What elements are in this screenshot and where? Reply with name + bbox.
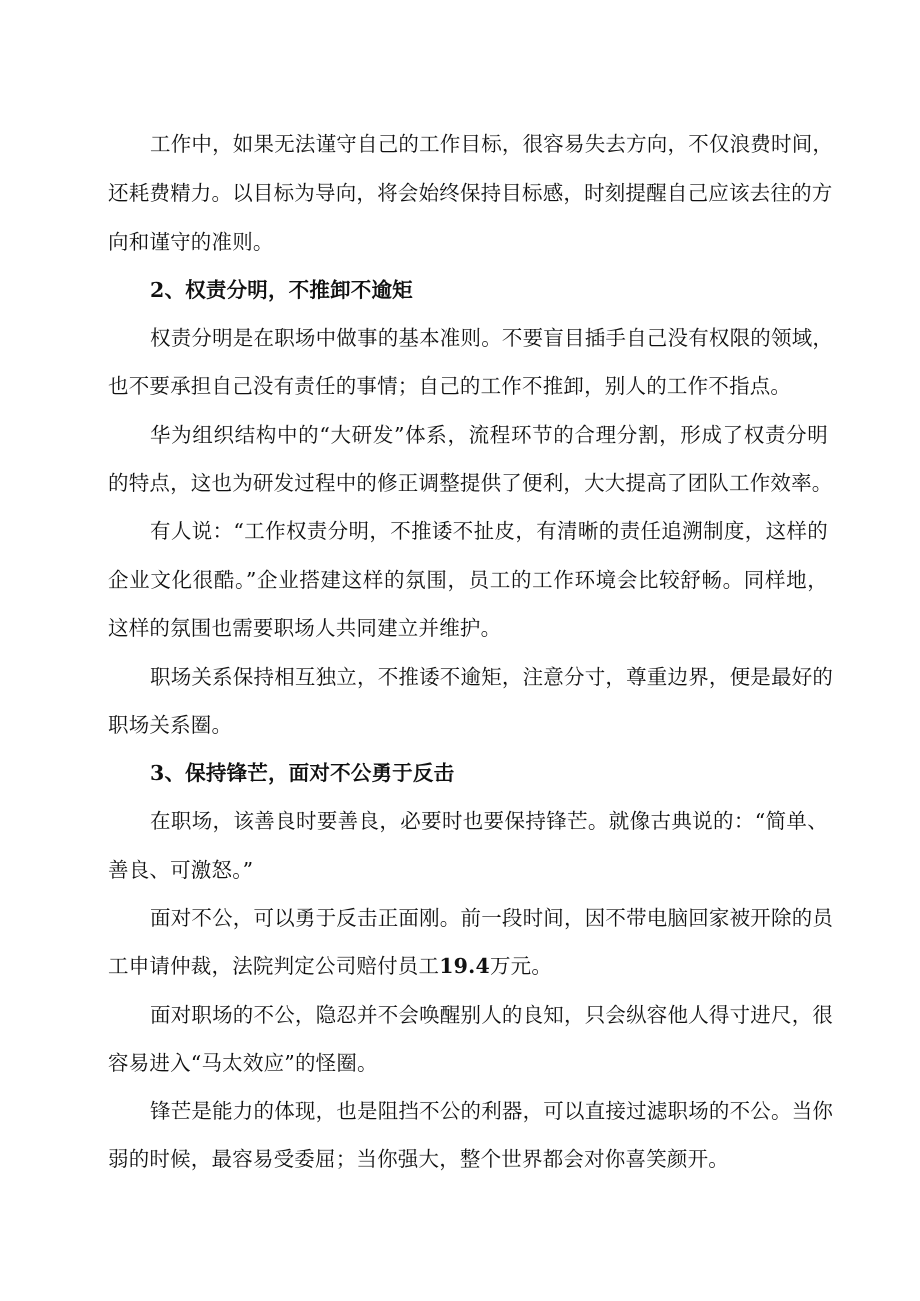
section-heading-3: 3、保持锋芒，面对不公勇于反击: [150, 761, 455, 785]
paragraph-8-line-1: 面对职场的不公，隐忍并不会唤醒别人的良知，只会纵容他人得寸进尺，很: [150, 1003, 834, 1027]
paragraph-4-line-3: 这样的氛围也需要职场人共同建立并维护。: [108, 616, 502, 640]
paragraph-8-line-2: 容易进入“马太效应”的怪圈。: [108, 1051, 378, 1075]
paragraph-1-line-2: 还耗费精力。以目标为导向，将会始终保持目标感，时刻提醒自己应该去往的方: [108, 181, 833, 205]
paragraph-7-line-2-text-a: 工申请仲裁，法院判定公司赔付员工: [108, 954, 440, 978]
paragraph-6-line-1: 在职场，该善良时要善良，必要时也要保持锋芒。就像古典说的：“简单、: [150, 809, 828, 833]
paragraph-7-line-2: [108, 952, 552, 980]
paragraph-3-line-1: 华为组织结构中的“大研发”体系，流程环节的合理分割，形成了权责分明: [150, 423, 828, 447]
paragraph-4-line-1: 有人说：“工作权责分明，不推诿不扯皮，有清晰的责任追溯制度，这样的: [150, 519, 828, 543]
paragraph-5-line-1: 职场关系保持相互独立，不推诿不逾矩，注意分寸，尊重边界，便是最好的: [150, 665, 834, 689]
paragraph-1-line-1: 工作中，如果无法谨守自己的工作目标，很容易失去方向，不仅浪费时间，: [150, 132, 834, 156]
paragraph-4-line-2: 企业文化很酷。”企业搭建这样的氛围，员工的工作环境会比较舒畅。同样地，: [108, 568, 828, 592]
paragraph-2-line-1: 权责分明是在职场中做事的基本准则。不要盲目插手自己没有权限的领域，: [150, 326, 834, 350]
paragraph-5-line-2: 职场关系圈。: [108, 713, 233, 737]
paragraph-7-line-2-text-b: 万元。: [489, 954, 553, 978]
section-heading-2: 2、权责分明，不推卸不逾矩: [150, 278, 413, 302]
paragraph-6-line-2: 善良、可激怒。”: [108, 858, 254, 882]
paragraph-1-line-3: 向和谨守的准则。: [108, 230, 274, 254]
paragraph-7-line-1: 面对不公，可以勇于反击正面刚。前一段时间，因不带电脑回家被开除的员: [150, 906, 834, 930]
paragraph-3-line-2: 的特点，这也为研发过程中的修正调整提供了便利，大大提高了团队工作效率。: [108, 471, 833, 495]
paragraph-2-line-2: 也不要承担自己没有责任的事情；自己的工作不推卸，别人的工作不指点。: [108, 374, 792, 398]
paragraph-9-line-1: 锋芒是能力的体现，也是阻挡不公的利器，可以直接过滤职场的不公。当你: [150, 1099, 834, 1123]
compensation-amount: 19.4: [439, 954, 490, 978]
paragraph-9-line-2: 弱的时候，最容易受委屈；当你强大，整个世界都会对你喜笑颜开。: [108, 1147, 729, 1171]
